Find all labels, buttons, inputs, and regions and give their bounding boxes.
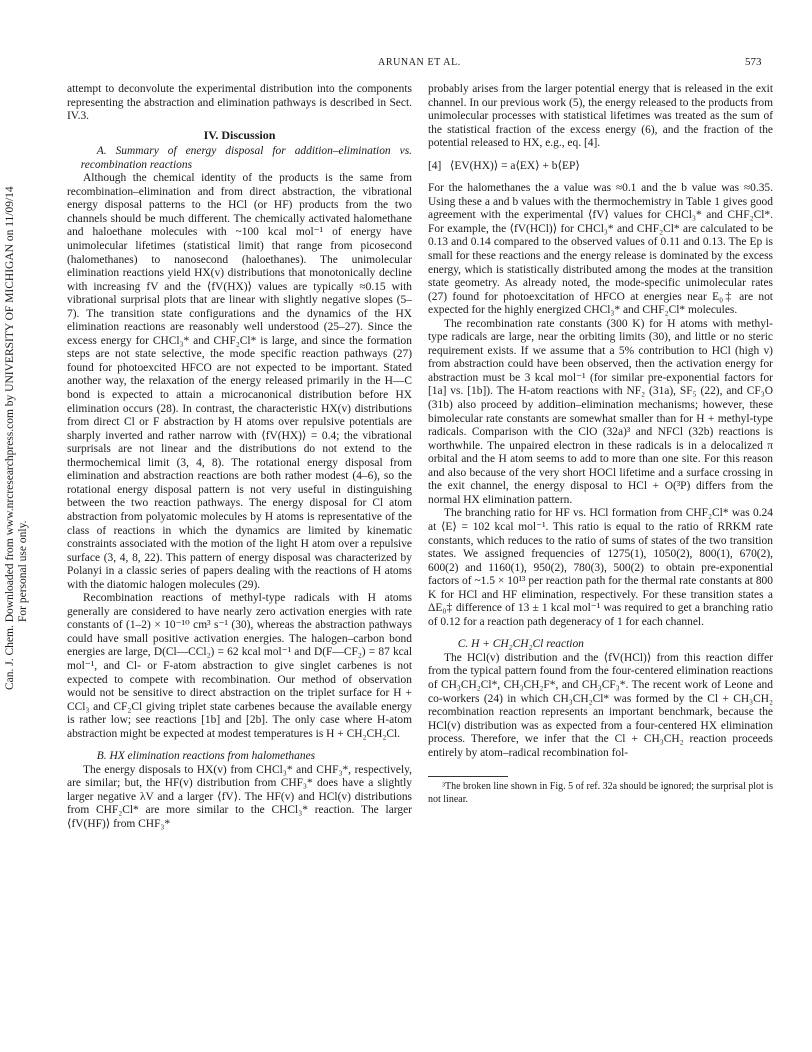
section-title-discussion: IV. Discussion bbox=[203, 127, 276, 142]
subsection-heading-a: A. Summary of energy disposal for addition–elimination vs. recombination reactions bbox=[80, 145, 412, 171]
subsection-heading-b: B. HX elimination reactions from halomethanes bbox=[96, 750, 316, 763]
paragraph-c1: The HCl(v) distribution and the ⟨fV(HCl)⟩ from this reaction differ from the typical pattern found from the four-centered elimination reactions of CH₃CH₂Cl*, CH₃CH₂F*, and CH₃CF₃*. The recent work of Leone and co-workers (24) in which CH₃CH₂Cl* was formed by the Cl + CH₃CH₂ recombination reaction represents an important benchmark, because the HCl(v) distribution was as expected from a four-centered HX elimination process. Therefore, we infer that the Cl + CH₃CH₂ reaction proceeds entirely by atom–radical recombination fol- bbox=[428, 651, 773, 759]
footnote-3: ³The broken line shown in Fig. 5 of ref. 32a should be ignored; the surprisal plot is not linear. bbox=[428, 781, 773, 805]
paragraph-r1: probably arises from the larger potential energy that is released in the exit channel. In our previous work (5), the energy released to the products from unimolecular processes with statistical lifetimes was treated as the sum of the statistical fraction of the excess energy (6), and the fraction of the potential released to HX, e.g., eq. [4]. bbox=[428, 83, 773, 150]
paragraph-r4: The branching ratio for HF vs. HCl formation from CHF₂Cl* was 0.24 at ⟨E⟩ = 102 kcal mol⁻¹. This ratio is equal to the ratio of RRKM rate constants, which reduces to the ratio of sums of states of the two transition states. We assigned frequencies of 1275(1), 1050(2), 800(1), 670(2), 600(2) and 1160(1), 950(2), 780(3), 500(2) to obtain pre-exponential factors of ~1.5 × 10¹³ per reaction path for the thermal rate constants at 800 K for HCl and HF elimination, respectively. For these transition states a ΔE₀‡ difference of 13 ± 1 kcal mol⁻¹ was required to get a branching ratio of 0.12 for a reaction path degeneracy of 1 for each channel. bbox=[428, 507, 773, 628]
paragraph-r2: For the halomethanes the a value was ≈0.1 and the b value was ≈0.35. Using these a and b values with the thermochemistry in Table 1 gives good agreement with the experimental ⟨fV⟩ values for CHCl₃* and CHF₂Cl*. For example, the ⟨fV(HCl)⟩ for CHCl₃* and CHF₂Cl* are calculated to be 0.13 and 0.14 compared to the observed values of 0.11 and 0.13. The Ep is small for these reactions and the energy release is dominated by the excess energy, which is statistically distributed among the modes at the transition state geometry. As already noted, the mode-specific unimolecular rates (27) found for photoexcitation of HFCO at energies near E₀‡ are not expected for the highly energized CHCl₃* and CHF₂Cl* molecules. bbox=[428, 182, 773, 317]
paragraph-a2: Recombination reactions of methyl-type radicals with H atoms generally are considered to have nearly zero activation energies with rate constants of (1–2) × 10⁻¹⁰ cm³ s⁻¹ (30), whereas the abstraction pathways could have small positive activation energies. The halogen–carbon bond energies are large, D(Cl—CCl₂) = 62 kcal mol⁻¹ and D(F—CF₂) = 87 kcal mol⁻¹, and Cl- or F-atom abstraction to give singlet carbenes is not expected to compete with recombination. Our method of observation would not be sensitive to direct abstraction on the triplet surface for H + CCl₃ and CF₂Cl giving triplet state carbenes because the available energy is rather low; see reactions [1b] and [2b]. The only case where H-atom abstraction might be expected at modest temperatures is H + CH₂CH₂Cl. bbox=[67, 592, 412, 740]
paragraph-intro: attempt to deconvolute the experimental distribution into the components representing the abstraction and elimination pathways is described in Sect. IV.3. bbox=[67, 83, 412, 123]
right-column bbox=[428, 83, 773, 806]
running-header-author: ARUNAN ET AL. bbox=[378, 57, 461, 68]
left-column bbox=[67, 83, 412, 832]
watermark-line-personal-use: For personal use only. bbox=[17, 520, 29, 622]
watermark-line-download: Can. J. Chem. Downloaded from www.nrcresearchpress.com by UNIVERSITY OF MICHIGAN on 11/09/14 bbox=[4, 186, 16, 690]
footnote-divider bbox=[428, 776, 508, 777]
paragraph-r3: The recombination rate constants (300 K) for H atoms with methyl-type radicals are large, near the orbiting limits (30), and little or no steric requirement exists. If we assume that a 5% contribution to HCl (high v) from abstraction could have been observed, then the activation energy for abstraction must be 3 kcal mol⁻¹ (for similar pre-exponential factors for [1a] vs. [1b]). The H-atom reactions with NF₂ (31a), SF₅ (22), and CF₃O (31b) also proceed by addition–elimination mechanisms; however, these bimolecular rate constants are somewhat smaller than for H + methyl-type radicals. Comparison with the ClO (32a)³ and NFCl (32b) reactions is worthwhile. The unpaired electron in these radicals is in a delocalized π orbital and the H atom seems to add to more than one site. For this reason and also because of the very short HOCl lifetime and a surface crossing in the exit channel, the energy disposal to HCl + O(³P) differs from the normal HX elimination pattern. bbox=[428, 317, 773, 506]
download-watermark bbox=[4, 186, 32, 690]
paragraph-b1: The energy disposals to HX(v) from CHCl₃* and CHF₃*, respectively, are similar; but, the HF(v) distribution from CHF₃* does have a slightly larger negative λV and a larger ⟨fV⟩. The HF(v) and HCl(v) distributions from CHF₂Cl* are more similar to the CHCl₃* reaction. The larger ⟨fV(HF)⟩ from CHF₃* bbox=[67, 763, 412, 830]
subsection-heading-c: C. H + CH₂CH₂Cl reaction bbox=[457, 638, 584, 651]
equation-4: [4] ⟨EV(HX)⟩ = a⟨EX⟩ + b⟨EP⟩ bbox=[428, 159, 580, 172]
page-number: 573 bbox=[745, 56, 762, 68]
paragraph-a1: Although the chemical identity of the products is the same from recombination–elimination and from direct abstraction, the vibrational energy disposal patterns to the HCl (or HF) products from the two channels should be much different. The chemically activated halomethane and haloethane molecules with ~100 kcal mol⁻¹ of energy have unimolecular lifetimes (statistical limit) that range from picosecond (halomethanes) to nanosecond (haloethanes). The unimolecular elimination reactions yield HX(v) distributions that monotonically decline with increasing fV and the ⟨fV(HX)⟩ values are typically ≈0.15 with vibrational surprisal plots that are linear with slightly negative slopes (5–7). The transition state configurations and the dynamics of the HX elimination reactions are reasonably well understood (25–27). Since the excess energy for CHCl₃* and CHF₂Cl* is large, and since the formation steps are not state selective, the mode specific reaction pathways (27) found for photoexcited HFCO are not expected to be important. Stated another way, the relaxation of the energy released primarily in the H—C bond is expected to attain a microcanonical distribution before HX elimination occurs (28). In contrast, the characteristic HX(v) distributions from direct Cl or F abstraction by H atoms over repulsive potentials are sharply inverted and rather narrow with ⟨fV(HX)⟩ = 0.4; the vibrational surprisals are not linear and the distributions do not extend to the thermochemical limit (3, 4, 8). The rotational energy disposal from elimination and abstraction reactions are both rather modest (4–6), so the rotational energy disposal pattern is not very useful in distinguishing between the two reaction pathways. The energy disposal for Cl atom abstraction from polyatomic molecules by H atoms is representative of the class of reactions in which the dynamics are limited by kinematic constraints associated with the motion of the light H atom over a repulsive surface (3, 4, 8, 22). This pattern of energy disposal was characterized by Polanyi in a classic series of papers dealing with the reactions of H atoms with the diatomic halogen molecules (29). bbox=[67, 172, 412, 591]
